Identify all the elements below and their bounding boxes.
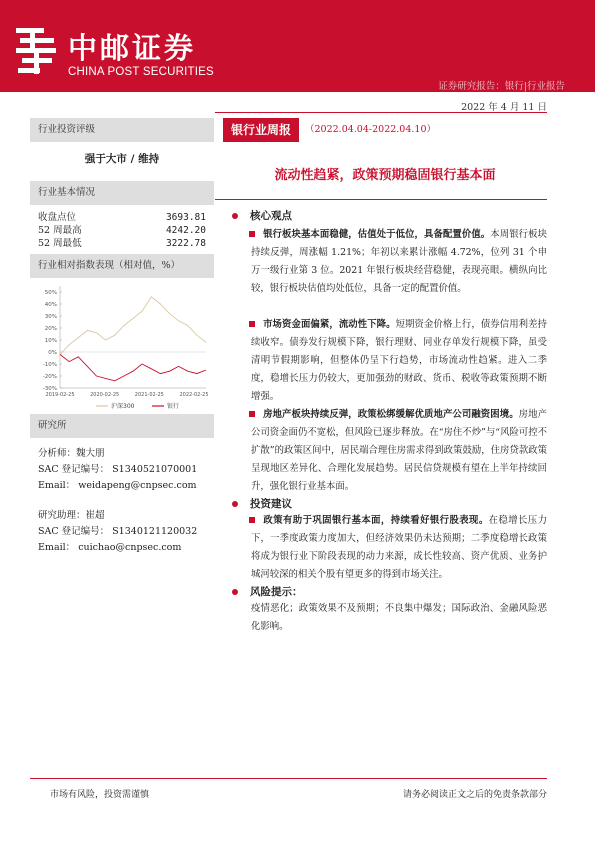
bullet-dot-icon xyxy=(232,501,238,507)
y-tick-label: 30% xyxy=(44,314,57,320)
assistant-sac: SAC 登记编号： S1340121120032 xyxy=(38,526,198,537)
square-bullet-icon xyxy=(249,411,255,417)
paragraph-lead: 市场资金面偏紧，流动性下降。 xyxy=(263,319,396,330)
paragraph-lead: 房地产板块持续反弹，政策松绑缓解优质地产公司融资困境。 xyxy=(263,409,519,420)
table-row xyxy=(30,237,214,250)
section-label: 风险提示： xyxy=(250,586,303,598)
assistant-name: 研究助理：崔超 xyxy=(38,510,105,521)
paragraph-lead: 银行板块基本面稳健，估值处于低位，具备配置价值。 xyxy=(263,229,491,240)
paragraph-body: 房地产公司资金面仍不宽松，但风险已逐步释放。在“房住不炒”与“风险可控不扩散”的政策区间中，居民端合理住房需求得到政策鼓励，住房贷款政策呈现地区差异化、合理化发展趋势。居民信贷规模有望在上半年持续回升，强化银行业基本面。 xyxy=(251,409,547,492)
relative-performance-chart xyxy=(30,278,214,414)
basics-label: 52 周最低 xyxy=(38,238,82,249)
report-date: 2022 年 4 月 11 日 xyxy=(461,102,547,113)
section-investment-advice xyxy=(232,496,292,511)
page-header xyxy=(0,0,595,92)
brand-name-en: CHINA POST SECURITIES xyxy=(68,66,214,78)
x-tick-label: 2021-02-25 xyxy=(134,392,164,398)
perf-chart-svg xyxy=(30,278,214,414)
section-label: 投资建议 xyxy=(250,498,292,510)
basics-value: 3222.78 xyxy=(165,238,206,249)
y-tick-label: 50% xyxy=(44,290,57,296)
footer-divider xyxy=(30,778,547,779)
left-sidebar xyxy=(30,118,214,556)
date-divider xyxy=(215,112,547,113)
series-line-银行 xyxy=(60,354,206,380)
analyst-name: 分析师：魏大朋 xyxy=(38,448,105,459)
section-label: 核心观点 xyxy=(250,210,292,222)
paragraph-body: 本周银行板块持续反弹，周涨幅 1.21%；年初以来累计涨幅 4.72%，位列 31 个申万一级行业第 3 位。2021 年银行板块经营稳健，表现亮眼。横纵向比较，银行板块估值均处低位，具备一定的配置价值。 xyxy=(251,229,547,294)
paragraph-5 xyxy=(251,600,547,636)
legend-label: 银行 xyxy=(167,403,180,410)
y-tick-label: 10% xyxy=(44,338,57,344)
rating-title: 行业投资评级 xyxy=(30,118,214,142)
section-risk xyxy=(232,584,303,599)
table-row xyxy=(30,211,214,224)
paragraph-body: 短期资金价格上行，债券信用利差持续收窄。债券发行规模下降，银行理财、同业存单发行规模下降，虽受清明节假期影响，但整体仍呈下行趋势，市场流动性趋紧。进入二季度，稳增长压力仍较大，更加强劲的财政、货币、税收等政策预期不断增强。 xyxy=(251,319,547,402)
paragraph-4 xyxy=(251,512,547,584)
perf-title: 行业相对指数表现（相对值，%） xyxy=(30,254,214,278)
y-tick-label: -20% xyxy=(42,374,57,380)
x-tick-label: 2022-02-25 xyxy=(179,392,209,398)
paragraph-lead: 政策有助于巩固银行基本面，持续看好银行股表现。 xyxy=(263,515,489,526)
basics-label: 收盘点位 xyxy=(38,212,77,223)
y-tick-label: -30% xyxy=(42,386,57,392)
brand-name-cn: 中邮证券 xyxy=(68,31,197,65)
square-bullet-icon xyxy=(249,321,255,327)
bullet-dot-icon xyxy=(232,213,238,219)
footer-risk-note: 市场有风险，投资需谨慎 xyxy=(50,790,150,800)
report-title: 流动性趋紧，政策预期稳固银行基本面 xyxy=(274,168,496,183)
report-range: （2022.04.04-2022.04.10） xyxy=(305,124,436,135)
basics-table xyxy=(30,211,214,250)
bullet-dot-icon xyxy=(232,589,238,595)
series-line-沪深300 xyxy=(60,297,206,355)
legend-label: 沪深300 xyxy=(111,403,135,410)
y-tick-label: -10% xyxy=(42,362,57,368)
x-tick-label: 2020-02-25 xyxy=(90,392,120,398)
basics-title: 行业基本情况 xyxy=(30,181,214,205)
basics-value: 3693.81 xyxy=(165,212,206,223)
assistant-email[interactable]: Email： cuichao@cnpsec.com xyxy=(38,542,182,553)
square-bullet-icon xyxy=(249,231,255,237)
analyst-email[interactable]: Email： weidapeng@cnpsec.com xyxy=(38,480,197,491)
paragraph-2 xyxy=(251,316,547,406)
x-tick-label: 2019-02-25 xyxy=(45,392,75,398)
rating-value: 强于大市 / 维持 xyxy=(84,153,160,165)
basics-value: 4242.20 xyxy=(165,225,206,236)
report-category: 证券研究报告：银行|行业报告 xyxy=(438,81,565,92)
section-core-views xyxy=(232,208,292,223)
paragraph-3 xyxy=(251,406,547,496)
report-type-bar xyxy=(223,118,547,142)
report-tag: 银行业周报 xyxy=(223,118,299,142)
square-bullet-icon xyxy=(249,517,255,523)
paragraph-1 xyxy=(251,226,547,298)
paragraph-body: 疫情恶化；政策效果不及预期；不良集中爆发；国际政治、金融风险恶化影响。 xyxy=(251,603,547,632)
analyst-info xyxy=(30,438,214,556)
analyst-sac: SAC 登记编号： S1340521070001 xyxy=(38,464,198,475)
paragraph-body: 在稳增长压力下，一季度政策力度加大，但经济效果仍未达预期；二季度稳增长政策将成为银行业下阶段表现的动力来源，成长性较高、资产优质、业务护城河较深的相关个股有望更多的得到市场关注。 xyxy=(251,515,547,580)
footer-disclaimer: 请务必阅读正文之后的免责条款部分 xyxy=(402,790,547,800)
title-divider xyxy=(215,199,547,200)
institute-title: 研究所 xyxy=(30,414,214,438)
basics-label: 52 周最高 xyxy=(38,225,82,236)
table-row xyxy=(30,224,214,237)
y-tick-label: 0% xyxy=(48,350,57,356)
y-tick-label: 40% xyxy=(44,302,57,308)
china-post-logo-icon xyxy=(14,24,60,80)
y-tick-label: 20% xyxy=(44,326,57,332)
